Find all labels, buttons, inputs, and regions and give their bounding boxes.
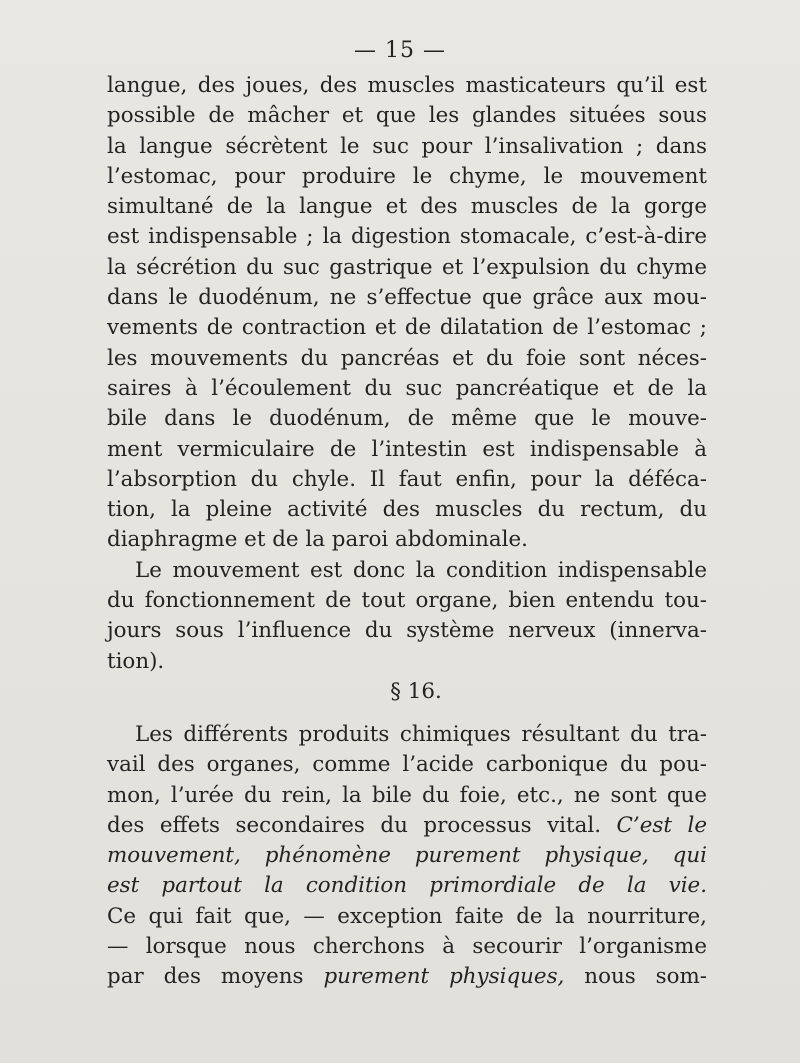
italic-segment: purement physiques, [323,964,565,990]
text-line: mon, l’urée du rein, la bile du foie, etc., ne sont que [107,782,707,808]
text-line: bile dans le duodénum, de même que le mouve- [107,406,707,432]
text-segment: des effets secondaires du processus vital. [107,812,602,838]
text-segment: par des moyens [107,964,304,990]
text-line: saires à l’écoulement du suc pancréatique et de la [107,375,707,401]
text-line: jours sous l’influence du système nerveux (innerva- [107,618,707,644]
text-line: dans le duodénum, ne s’effectue que grâce aux mou- [107,285,707,311]
text-line: l’estomac, pour produire le chyme, le mouvement [107,163,707,189]
text-line: la sécrétion du suc gastrique et l’expulsion du chyme [107,254,707,280]
text-line: langue, des joues, des muscles masticateurs qu’il est [107,73,707,98]
text-line: tion, la pleine activité des muscles du rectum, du [107,497,707,523]
paragraph-2 [107,556,707,677]
text-line-mixed [107,962,707,992]
page-number: — 15 — [354,38,446,63]
text-line: du fonctionnement de tout organe, bien entendu tou- [107,588,707,614]
text-line-italic [107,841,707,871]
body-text [107,71,707,993]
italic-segment: mouvement, phénomène purement physique, qui [107,843,707,869]
text-line: les mouvements du pancréas et du foie sont néces- [107,345,707,371]
text-line-italic [107,871,707,901]
text-line: Ce qui fait que, — exception faite de la nourriture, [107,903,707,929]
text-line-mixed [107,811,707,841]
text-line: simultané de la langue et des muscles de la gorge [107,194,707,220]
text-line: la langue sécrètent le suc pour l’insalivation ; dans [107,133,707,159]
text-line: tion). [107,648,165,674]
text-line: diaphragme et de la paroi abdominale. [107,527,528,553]
text-segment: nous som- [584,964,708,990]
text-line: Le mouvement est donc la condition indispensable [135,557,707,583]
text-line: possible de mâcher et que les glandes situées sous [107,103,707,129]
text-line: Les différents produits chimiques résultant du tra- [135,721,707,747]
text-line: vail des organes, comme l’acide carbonique du pou- [107,752,707,778]
text-line: ment vermiculaire de l’intestin est indispensable à [107,436,707,462]
italic-segment: est partout la condition primordiale de la vie. [107,873,707,899]
text-line: — lorsque nous cherchons à secourir l’organisme [107,934,707,960]
section-heading: § 16. [390,678,442,704]
text-line: est indispensable ; la digestion stomacale, c’est-à-dire [107,224,707,250]
text-line: vements de contraction et de dilatation de l’estomac ; [107,315,707,341]
paragraph-3 [107,720,707,993]
italic-segment: C’est le [616,812,707,838]
text-line: l’absorption du chyle. Il faut enfin, pour la déféca- [107,466,707,492]
paragraph-1 [107,71,707,556]
